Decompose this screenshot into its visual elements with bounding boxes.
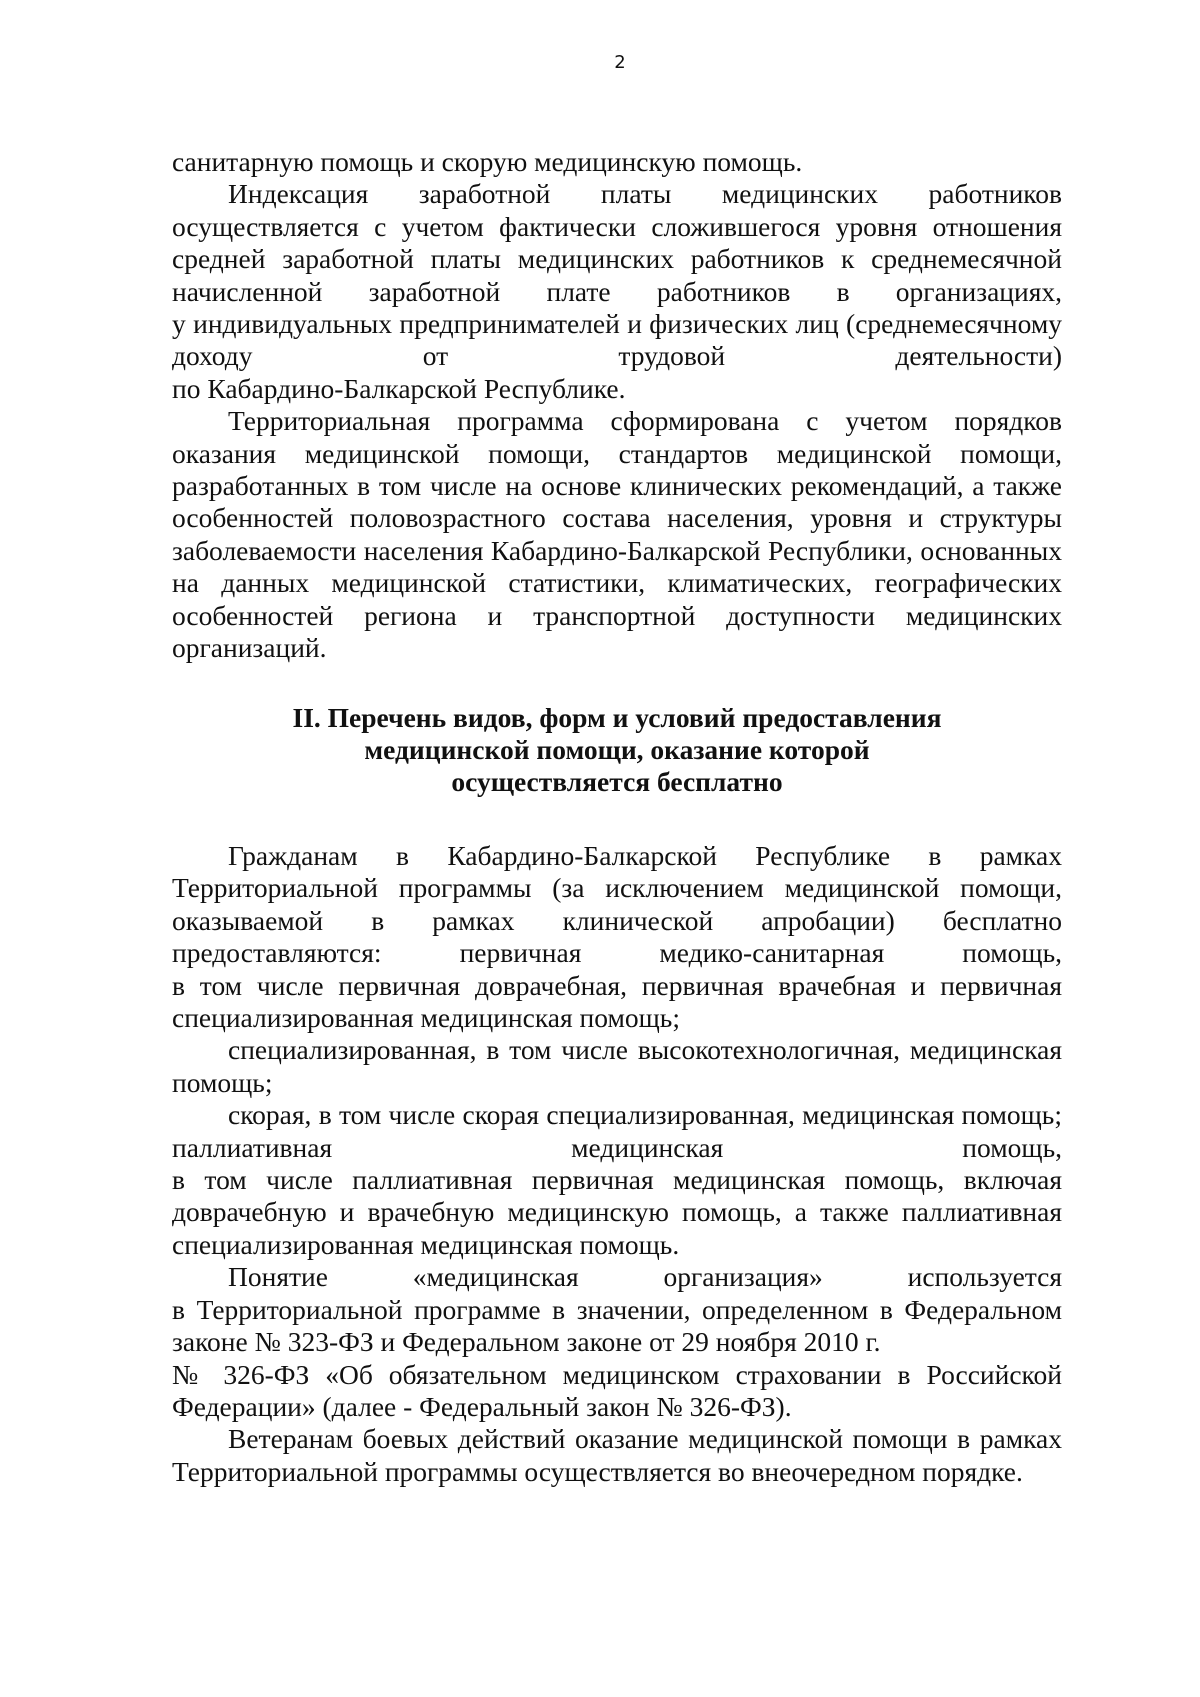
paragraph: № 326-ФЗ «Об обязательном медицинском страховании в Российской Федерации» (далее - Федеральный закон № 326-ФЗ). <box>172 1358 1062 1422</box>
heading-line: II. Перечень видов, форм и условий предоставления <box>292 702 942 733</box>
section-heading <box>172 702 1062 798</box>
paragraph: Понятие «медицинская организация» используется <box>228 1261 1062 1293</box>
paragraph: в том числе паллиативная первичная медицинская помощь, включая доврачебную и врачебную медицинскую помощь, а также паллиативная специализированная медицинская помощь. <box>172 1164 1062 1260</box>
heading-line: осуществляется бесплатно <box>451 766 783 797</box>
paragraph: у индивидуальных предпринимателей и физических лиц (среднемесячному доходу от трудовой деятельности) <box>172 308 1062 372</box>
paragraph: в Территориальной программе в значении, определенном в Федеральном законе № 323-ФЗ и Федеральном законе от 29 ноября 2010 г. <box>172 1293 1062 1358</box>
paragraph: специализированная, в том числе высокотехнологичная, медицинская помощь; <box>172 1034 1062 1098</box>
paragraph: скорая, в том числе скорая специализированная, медицинская помощь; паллиативная медицинская помощь, <box>172 1099 1062 1163</box>
body-text-section-2 <box>172 840 1062 1488</box>
body-text-section-1 <box>172 146 1062 665</box>
page-number: 2 <box>614 52 626 73</box>
paragraph: Индексация заработной платы медицинских работников осуществляется с учетом фактически сложившегося уровня отношения средней заработной платы медицинских работников к среднемесячной начисленной заработной плате работников в организациях, <box>172 178 1062 307</box>
paragraph: Гражданам в Кабардино-Балкарской Республике в рамках Территориальной программы (за исключением медицинской помощи, оказываемой в рамках клинической апробации) бесплатно предоставляются: первичная медико-санитарная помощь, <box>172 840 1062 969</box>
paragraph: Территориальная программа сформирована с учетом порядков оказания медицинской помощи, стандартов медицинской помощи, разработанных в том числе на основе клинических рекомендаций, а также особенностей половозрастного состава населения, уровня и структуры заболеваемости населения Кабардино-Балкарской Республики, основанных на данных медицинской статистики, климатических, географических особенностей региона и транспортной доступности медицинских организаций. <box>172 405 1062 664</box>
paragraph: санитарную помощь и скорую медицинскую помощь. <box>172 146 803 177</box>
heading-line: медицинской помощи, оказание которой <box>364 734 870 765</box>
paragraph: Ветеранам боевых действий оказание медицинской помощи в рамках Территориальной программы осуществляется во внеочередном порядке. <box>172 1423 1062 1487</box>
paragraph: по Кабардино-Балкарской Республике. <box>172 372 626 404</box>
paragraph: в том числе первичная доврачебная, первичная врачебная и первичная специализированная медицинская помощь; <box>172 969 1062 1034</box>
